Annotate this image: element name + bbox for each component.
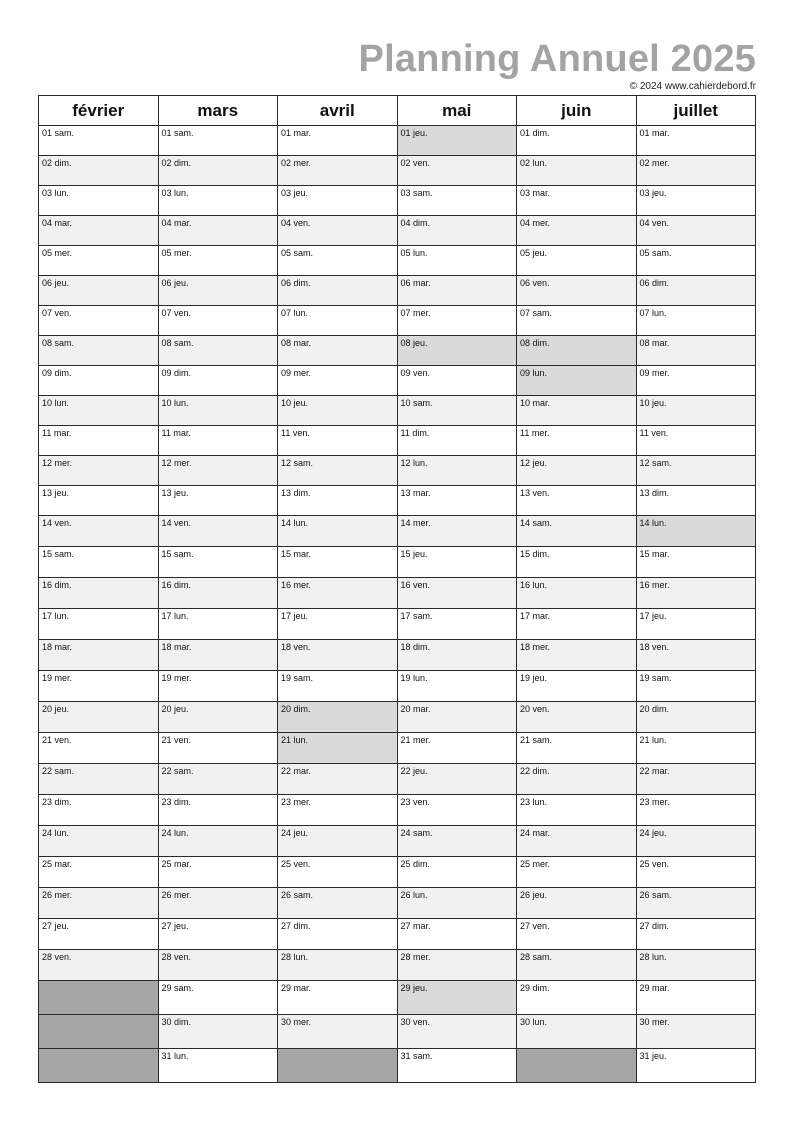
day-cell[interactable]: 17 lun. [39, 609, 159, 640]
day-cell[interactable]: 13 jeu. [158, 486, 278, 516]
day-cell[interactable]: 29 jeu. [397, 981, 517, 1015]
day-cell[interactable]: 12 lun. [397, 456, 517, 486]
day-cell[interactable]: 03 jeu. [636, 186, 756, 216]
day-cell[interactable]: 23 lun. [517, 795, 637, 826]
day-row [39, 486, 756, 516]
day-cell[interactable]: 12 sam. [278, 456, 398, 486]
day-cell[interactable]: 29 mar. [636, 981, 756, 1015]
day-cell[interactable]: 14 lun. [636, 516, 756, 547]
day-cell[interactable]: 05 sam. [636, 246, 756, 276]
day-cell[interactable]: 04 mar. [158, 216, 278, 246]
day-row [39, 336, 756, 366]
day-cell[interactable]: 28 lun. [636, 950, 756, 981]
day-cell[interactable]: 19 mer. [158, 671, 278, 702]
day-row [39, 396, 756, 426]
day-cell[interactable]: 10 lun. [39, 396, 159, 426]
day-cell[interactable]: 17 lun. [158, 609, 278, 640]
day-cell[interactable]: 20 ven. [517, 702, 637, 733]
day-row [39, 733, 756, 764]
day-cell[interactable]: 17 sam. [397, 609, 517, 640]
day-cell[interactable]: 30 lun. [517, 1015, 637, 1049]
day-cell[interactable]: 01 dim. [517, 126, 637, 156]
month-header-5: juillet [636, 96, 756, 126]
day-cell[interactable]: 07 lun. [278, 306, 398, 336]
day-cell[interactable]: 18 mar. [39, 640, 159, 671]
day-cell[interactable]: 02 dim. [158, 156, 278, 186]
day-cell[interactable]: 05 sam. [278, 246, 398, 276]
day-cell[interactable]: 08 sam. [158, 336, 278, 366]
day-cell[interactable]: 21 lun. [636, 733, 756, 764]
day-cell[interactable]: 20 mar. [397, 702, 517, 733]
day-row [39, 1015, 756, 1049]
day-cell[interactable]: 27 jeu. [158, 919, 278, 950]
day-cell[interactable]: 05 jeu. [517, 246, 637, 276]
day-cell[interactable]: 28 lun. [278, 950, 398, 981]
day-cell[interactable]: 18 mar. [158, 640, 278, 671]
day-row [39, 426, 756, 456]
day-cell[interactable]: 16 dim. [39, 578, 159, 609]
day-cell[interactable]: 29 mar. [278, 981, 398, 1015]
day-cell[interactable]: 20 jeu. [39, 702, 159, 733]
day-cell[interactable]: 07 ven. [39, 306, 159, 336]
day-cell[interactable]: 14 ven. [158, 516, 278, 547]
day-cell[interactable]: 20 jeu. [158, 702, 278, 733]
day-cell[interactable]: 01 sam. [158, 126, 278, 156]
day-cell[interactable]: 22 sam. [158, 764, 278, 795]
day-cell[interactable]: 18 mer. [517, 640, 637, 671]
day-row [39, 857, 756, 888]
day-cell[interactable]: 09 ven. [397, 366, 517, 396]
day-row [39, 186, 756, 216]
day-cell[interactable]: 10 mar. [517, 396, 637, 426]
day-row [39, 306, 756, 336]
day-row [39, 609, 756, 640]
day-cell[interactable]: 25 mar. [39, 857, 159, 888]
day-cell[interactable]: 24 lun. [158, 826, 278, 857]
day-cell[interactable]: 16 dim. [158, 578, 278, 609]
day-cell[interactable]: 06 dim. [278, 276, 398, 306]
day-cell[interactable]: 07 lun. [636, 306, 756, 336]
day-cell[interactable]: 11 mar. [158, 426, 278, 456]
day-cell[interactable]: 24 lun. [39, 826, 159, 857]
day-cell[interactable]: 07 mer. [397, 306, 517, 336]
day-cell[interactable]: 28 sam. [517, 950, 637, 981]
day-cell[interactable]: 11 ven. [636, 426, 756, 456]
day-cell[interactable]: 01 jeu. [397, 126, 517, 156]
day-cell[interactable]: 02 ven. [397, 156, 517, 186]
day-cell[interactable]: 19 sam. [636, 671, 756, 702]
day-cell[interactable]: 06 jeu. [39, 276, 159, 306]
day-cell[interactable]: 27 dim. [278, 919, 398, 950]
day-row [39, 950, 756, 981]
day-row [39, 826, 756, 857]
day-cell[interactable]: 07 ven. [158, 306, 278, 336]
day-cell[interactable]: 28 ven. [158, 950, 278, 981]
day-cell[interactable]: 29 dim. [517, 981, 637, 1015]
day-cell[interactable]: 06 dim. [636, 276, 756, 306]
day-cell[interactable]: 13 dim. [636, 486, 756, 516]
day-cell[interactable]: 12 mer. [39, 456, 159, 486]
day-cell[interactable]: 11 dim. [397, 426, 517, 456]
day-cell[interactable]: 11 mar. [39, 426, 159, 456]
day-cell[interactable]: 21 lun. [278, 733, 398, 764]
annual-planner-table [38, 95, 756, 1083]
day-cell[interactable]: 04 mer. [517, 216, 637, 246]
day-row [39, 578, 756, 609]
day-cell[interactable]: 08 jeu. [397, 336, 517, 366]
day-row [39, 547, 756, 578]
day-cell[interactable]: 04 dim. [397, 216, 517, 246]
day-cell[interactable]: 22 mar. [278, 764, 398, 795]
day-cell[interactable]: 09 mer. [278, 366, 398, 396]
planner-body [39, 126, 756, 1083]
day-cell[interactable]: 22 sam. [39, 764, 159, 795]
month-header-row [39, 96, 756, 126]
day-cell[interactable]: 01 mar. [278, 126, 398, 156]
day-cell[interactable]: 06 mar. [397, 276, 517, 306]
day-row [39, 456, 756, 486]
empty-day-cell [278, 1049, 398, 1083]
day-cell[interactable]: 02 mer. [636, 156, 756, 186]
day-cell[interactable]: 13 dim. [278, 486, 398, 516]
day-cell[interactable]: 23 mer. [636, 795, 756, 826]
month-header-2: avril [278, 96, 398, 126]
day-cell[interactable]: 20 dim. [636, 702, 756, 733]
day-cell[interactable]: 30 dim. [158, 1015, 278, 1049]
day-cell[interactable]: 16 mer. [636, 578, 756, 609]
day-cell[interactable]: 08 mar. [278, 336, 398, 366]
day-cell[interactable]: 25 mer. [517, 857, 637, 888]
day-cell[interactable]: 30 mer. [278, 1015, 398, 1049]
day-cell[interactable]: 31 lun. [158, 1049, 278, 1083]
day-cell[interactable]: 06 jeu. [158, 276, 278, 306]
day-cell[interactable]: 04 ven. [636, 216, 756, 246]
day-cell[interactable]: 26 sam. [278, 888, 398, 919]
day-cell[interactable]: 08 dim. [517, 336, 637, 366]
day-cell[interactable]: 29 sam. [158, 981, 278, 1015]
day-cell[interactable]: 24 jeu. [636, 826, 756, 857]
day-cell[interactable]: 27 dim. [636, 919, 756, 950]
day-cell[interactable]: 03 lun. [39, 186, 159, 216]
day-cell[interactable]: 11 ven. [278, 426, 398, 456]
day-cell[interactable]: 04 ven. [278, 216, 398, 246]
day-cell[interactable]: 04 mar. [39, 216, 159, 246]
day-cell[interactable]: 05 mer. [158, 246, 278, 276]
day-cell[interactable]: 09 dim. [39, 366, 159, 396]
day-cell[interactable]: 26 lun. [397, 888, 517, 919]
day-row [39, 888, 756, 919]
day-cell[interactable]: 17 mar. [517, 609, 637, 640]
day-cell[interactable]: 22 dim. [517, 764, 637, 795]
day-cell[interactable]: 15 sam. [39, 547, 159, 578]
day-cell[interactable]: 26 sam. [636, 888, 756, 919]
day-cell[interactable]: 14 sam. [517, 516, 637, 547]
day-row [39, 216, 756, 246]
day-cell[interactable]: 13 jeu. [39, 486, 159, 516]
day-cell[interactable]: 21 mer. [397, 733, 517, 764]
day-cell[interactable]: 03 sam. [397, 186, 517, 216]
day-cell[interactable]: 16 lun. [517, 578, 637, 609]
day-cell[interactable]: 09 mer. [636, 366, 756, 396]
day-cell[interactable]: 15 mar. [278, 547, 398, 578]
day-cell[interactable]: 18 ven. [636, 640, 756, 671]
day-cell[interactable]: 24 sam. [397, 826, 517, 857]
day-cell[interactable]: 10 jeu. [636, 396, 756, 426]
day-row [39, 764, 756, 795]
day-cell[interactable]: 19 jeu. [517, 671, 637, 702]
day-cell[interactable]: 26 mer. [39, 888, 159, 919]
month-header-1: mars [158, 96, 278, 126]
day-cell[interactable]: 22 mar. [636, 764, 756, 795]
day-cell[interactable]: 23 ven. [397, 795, 517, 826]
day-cell[interactable]: 10 sam. [397, 396, 517, 426]
day-row [39, 795, 756, 826]
day-cell[interactable]: 08 mar. [636, 336, 756, 366]
day-cell[interactable]: 06 ven. [517, 276, 637, 306]
month-header-4: juin [517, 96, 637, 126]
day-cell[interactable]: 15 dim. [517, 547, 637, 578]
day-cell[interactable]: 24 mar. [517, 826, 637, 857]
day-cell[interactable]: 31 sam. [397, 1049, 517, 1083]
day-cell[interactable]: 31 jeu. [636, 1049, 756, 1083]
day-cell[interactable]: 18 ven. [278, 640, 398, 671]
day-row [39, 1049, 756, 1083]
day-cell[interactable]: 02 mer. [278, 156, 398, 186]
day-cell[interactable]: 11 mer. [517, 426, 637, 456]
day-row [39, 671, 756, 702]
day-cell[interactable]: 25 dim. [397, 857, 517, 888]
day-cell[interactable]: 23 mer. [278, 795, 398, 826]
day-cell[interactable]: 12 sam. [636, 456, 756, 486]
day-cell[interactable]: 16 mer. [278, 578, 398, 609]
day-row [39, 516, 756, 547]
day-row [39, 366, 756, 396]
empty-day-cell [39, 1015, 159, 1049]
day-cell[interactable]: 14 ven. [39, 516, 159, 547]
day-cell[interactable]: 18 dim. [397, 640, 517, 671]
day-cell[interactable]: 05 lun. [397, 246, 517, 276]
day-cell[interactable]: 03 lun. [158, 186, 278, 216]
day-cell[interactable]: 19 lun. [397, 671, 517, 702]
day-cell[interactable]: 12 mer. [158, 456, 278, 486]
day-cell[interactable]: 10 lun. [158, 396, 278, 426]
month-header-0: février [39, 96, 159, 126]
day-cell[interactable]: 30 ven. [397, 1015, 517, 1049]
day-row [39, 246, 756, 276]
day-cell[interactable]: 01 sam. [39, 126, 159, 156]
day-row [39, 702, 756, 733]
day-cell[interactable]: 15 mar. [636, 547, 756, 578]
day-cell[interactable]: 27 mar. [397, 919, 517, 950]
day-cell[interactable]: 02 dim. [39, 156, 159, 186]
day-cell[interactable]: 01 mar. [636, 126, 756, 156]
day-cell[interactable]: 07 sam. [517, 306, 637, 336]
copyright-text: © 2024 www.cahierdebord.fr [629, 81, 756, 92]
day-cell[interactable]: 27 jeu. [39, 919, 159, 950]
day-cell[interactable]: 26 mer. [158, 888, 278, 919]
day-row [39, 919, 756, 950]
page-title: Planning Annuel 2025 [358, 38, 756, 80]
day-cell[interactable]: 27 ven. [517, 919, 637, 950]
day-cell[interactable]: 20 dim. [278, 702, 398, 733]
month-header-3: mai [397, 96, 517, 126]
day-cell[interactable]: 15 jeu. [397, 547, 517, 578]
day-cell[interactable]: 17 jeu. [636, 609, 756, 640]
day-cell[interactable]: 19 sam. [278, 671, 398, 702]
day-cell[interactable]: 17 jeu. [278, 609, 398, 640]
day-cell[interactable]: 25 ven. [636, 857, 756, 888]
day-row [39, 981, 756, 1015]
day-cell[interactable]: 25 mar. [158, 857, 278, 888]
day-row [39, 156, 756, 186]
day-cell[interactable]: 13 mar. [397, 486, 517, 516]
day-cell[interactable]: 14 lun. [278, 516, 398, 547]
day-row [39, 640, 756, 671]
day-cell[interactable]: 30 mer. [636, 1015, 756, 1049]
day-cell[interactable]: 14 mer. [397, 516, 517, 547]
day-cell[interactable]: 10 jeu. [278, 396, 398, 426]
day-cell[interactable]: 23 dim. [158, 795, 278, 826]
day-cell[interactable]: 03 jeu. [278, 186, 398, 216]
day-cell[interactable]: 09 lun. [517, 366, 637, 396]
day-cell[interactable]: 16 ven. [397, 578, 517, 609]
day-cell[interactable]: 22 jeu. [397, 764, 517, 795]
day-cell[interactable]: 08 sam. [39, 336, 159, 366]
empty-day-cell [39, 981, 159, 1015]
day-cell[interactable]: 15 sam. [158, 547, 278, 578]
empty-day-cell [39, 1049, 159, 1083]
day-cell[interactable]: 24 jeu. [278, 826, 398, 857]
day-cell[interactable]: 12 jeu. [517, 456, 637, 486]
day-cell[interactable]: 19 mer. [39, 671, 159, 702]
day-cell[interactable]: 05 mer. [39, 246, 159, 276]
day-cell[interactable]: 26 jeu. [517, 888, 637, 919]
day-row [39, 276, 756, 306]
day-cell[interactable]: 21 ven. [39, 733, 159, 764]
day-cell[interactable]: 25 ven. [278, 857, 398, 888]
day-cell[interactable]: 28 ven. [39, 950, 159, 981]
day-row [39, 126, 756, 156]
day-cell[interactable]: 21 ven. [158, 733, 278, 764]
day-cell[interactable]: 02 lun. [517, 156, 637, 186]
day-cell[interactable]: 23 dim. [39, 795, 159, 826]
day-cell[interactable]: 09 dim. [158, 366, 278, 396]
day-cell[interactable]: 21 sam. [517, 733, 637, 764]
empty-day-cell [517, 1049, 637, 1083]
day-cell[interactable]: 13 ven. [517, 486, 637, 516]
day-cell[interactable]: 28 mer. [397, 950, 517, 981]
day-cell[interactable]: 03 mar. [517, 186, 637, 216]
